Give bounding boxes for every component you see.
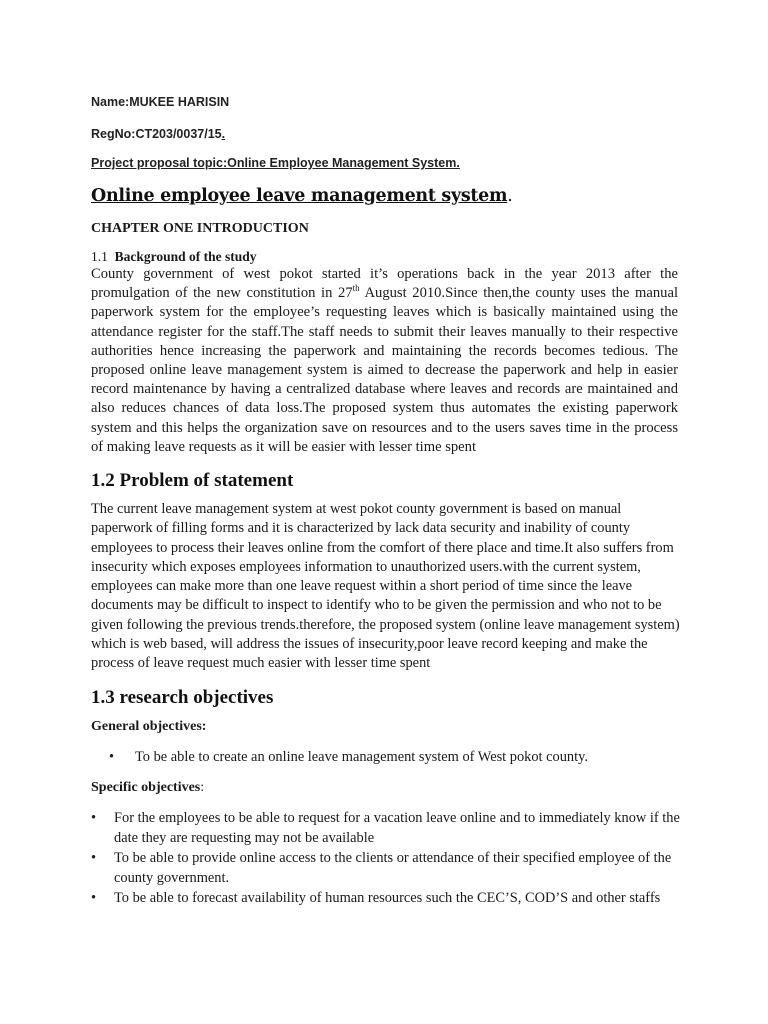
ordinal-superscript: th (352, 283, 360, 294)
section-1-2-heading: 1.2 Problem of statement (91, 470, 294, 491)
section-1-3-heading: 1.3 research objectives (91, 687, 274, 708)
section-heading-text: Background of the study (114, 249, 257, 264)
specific-objectives-heading (91, 780, 204, 796)
bullet-icon: • (91, 890, 97, 906)
general-objectives-heading: General objectives: (91, 719, 207, 734)
bullet-icon: • (109, 749, 115, 765)
chapter-heading: CHAPTER ONE INTRODUCTION (91, 221, 309, 236)
list-item (91, 748, 681, 767)
regno-suffix: . (221, 127, 226, 141)
regno-text: RegNo:CT203/0037/15 (91, 127, 222, 141)
document-title (91, 186, 512, 206)
problem-statement-paragraph: The current leave management system at west pokot county government is based on manual paperwork of filling forms and it is characterized by lack data security and inability of county employees to process their leaves online from the comfort of there place and time.It also suffers from insecurity which exposes employees information to unauthorized users.with the current system, employees can make more than one leave request within a short period of time since the leave documents may be difficult to inspect to identify who to be given the permission and who not to be given following the previous trends.therefore, the proposed system (online leave management system) which is web based, will address the issues of insecurity,poor leave record keeping and make the process of leave request much easier with lesser time spent (91, 501, 680, 672)
student-name-text: Name:MUKEE HARISIN (91, 95, 230, 109)
paragraph-text: County government of west pokot started it’s operations back in the year 2013 after the promulgation of the new constitution in 27 (91, 266, 678, 302)
list-item-text: To be able to provide online access to the clients or attendance of their specified employee of the county government. (114, 850, 672, 886)
bullet-icon: • (91, 850, 97, 866)
general-objectives-list (91, 748, 681, 767)
section-number: 1.1 (91, 249, 108, 264)
project-topic-line: Project proposal topic:Online Employee Management System. (91, 156, 460, 170)
list-item-text: To be able to create an online leave management system of West pokot county. (135, 749, 588, 765)
list-item (91, 888, 681, 908)
paragraph-text-continued: August 2010.Since then,the county uses the manual paperwork system for the employee’s requesting leaves which is basically maintained using the attendance register for the staff.The staff needs to submit their leaves manually to their respective authorities hence increasing the paperwork and maintaining the records becomes tedious. The proposed online leave management system is aimed to decrease the paperwork and help in easier record maintenance by having a centralized database where leaves and records are maintained and also reduces chances of data loss.The proposed system thus automates the existing paperwork system and this helps the organization save on resources and to the users saves time in the process of making leave requests as it will be easier with lesser time spent (91, 285, 678, 455)
specific-heading-suffix: : (200, 780, 205, 795)
bullet-icon: • (91, 810, 97, 826)
list-item-text: To be able to forecast availability of human resources such the CEC’S, COD’S and other staffs (114, 890, 661, 906)
list-item (91, 808, 681, 848)
specific-heading-text: Specific objectives (91, 780, 201, 795)
specific-objectives-list (91, 808, 681, 908)
document-title-suffix: . (507, 186, 513, 206)
background-paragraph (91, 265, 678, 457)
list-item-text: For the employees to be able to request for a vacation leave online and to immediately know if the date they are requesting may not be available (114, 810, 680, 846)
section-1-1-heading (91, 249, 257, 265)
student-name-line (91, 95, 229, 109)
regno-line (91, 127, 225, 141)
document-title-text: Online employee leave management system (91, 186, 508, 206)
list-item (91, 848, 681, 888)
